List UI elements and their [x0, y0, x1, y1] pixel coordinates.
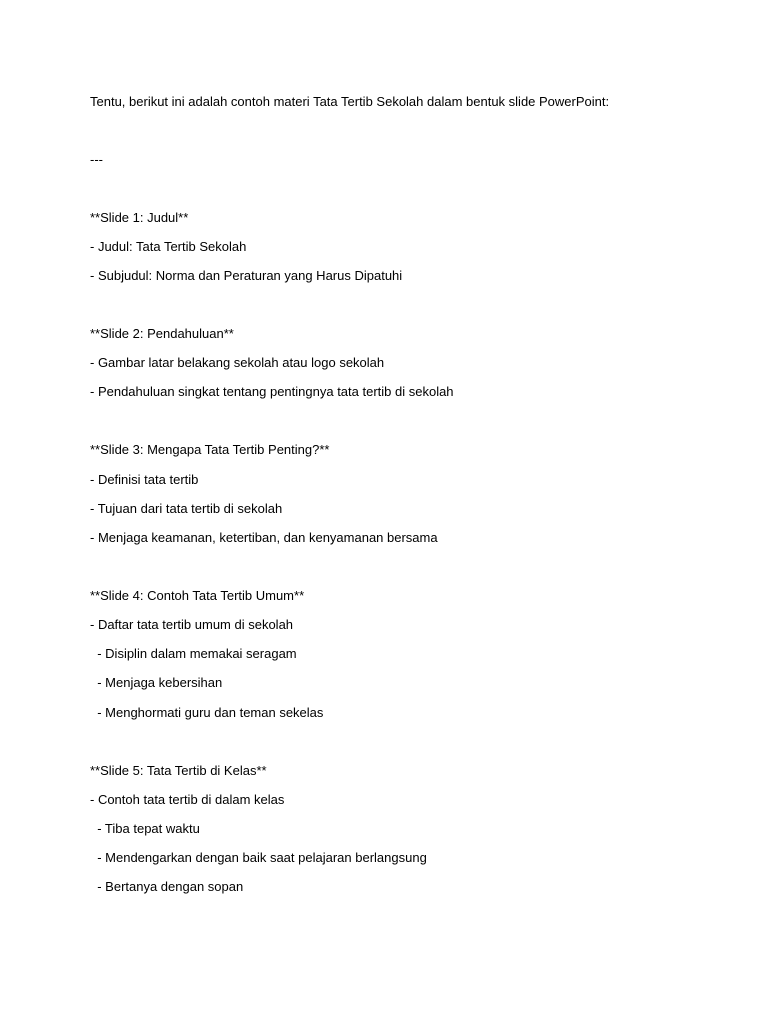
slide-heading: **Slide 2: Pendahuluan** — [90, 326, 234, 341]
list-item: - Menjaga kebersihan — [90, 675, 223, 690]
intro-text: Tentu, berikut ini adalah contoh materi Tata Tertib Sekolah dalam bentuk slide PowerPoint: — [90, 94, 610, 109]
list-item: - Menghormati guru dan teman sekelas — [90, 705, 324, 720]
list-item: - Tiba tepat waktu — [90, 821, 200, 836]
separator: --- — [90, 152, 103, 167]
list-item: - Bertanya dengan sopan — [90, 879, 244, 894]
list-item: - Definisi tata tertib — [90, 472, 199, 487]
list-item: - Judul: Tata Tertib Sekolah — [90, 239, 247, 254]
list-item: - Gambar latar belakang sekolah atau logo sekolah — [90, 355, 385, 370]
list-item: - Subjudul: Norma dan Peraturan yang Harus Dipatuhi — [90, 268, 403, 283]
list-item: - Contoh tata tertib di dalam kelas — [90, 792, 285, 807]
list-item: - Daftar tata tertib umum di sekolah — [90, 617, 294, 632]
list-item: - Tujuan dari tata tertib di sekolah — [90, 501, 283, 516]
slide-heading: **Slide 5: Tata Tertib di Kelas** — [90, 763, 267, 778]
list-item: - Disiplin dalam memakai seragam — [90, 646, 297, 661]
slide-heading: **Slide 3: Mengapa Tata Tertib Penting?** — [90, 442, 330, 457]
list-item: - Menjaga keamanan, ketertiban, dan kenyamanan bersama — [90, 530, 438, 545]
slide-heading: **Slide 1: Judul** — [90, 210, 189, 225]
slide-heading: **Slide 4: Contoh Tata Tertib Umum** — [90, 588, 305, 603]
list-item: - Mendengarkan dengan baik saat pelajaran berlangsung — [90, 850, 427, 865]
list-item: - Pendahuluan singkat tentang pentingnya tata tertib di sekolah — [90, 384, 454, 399]
